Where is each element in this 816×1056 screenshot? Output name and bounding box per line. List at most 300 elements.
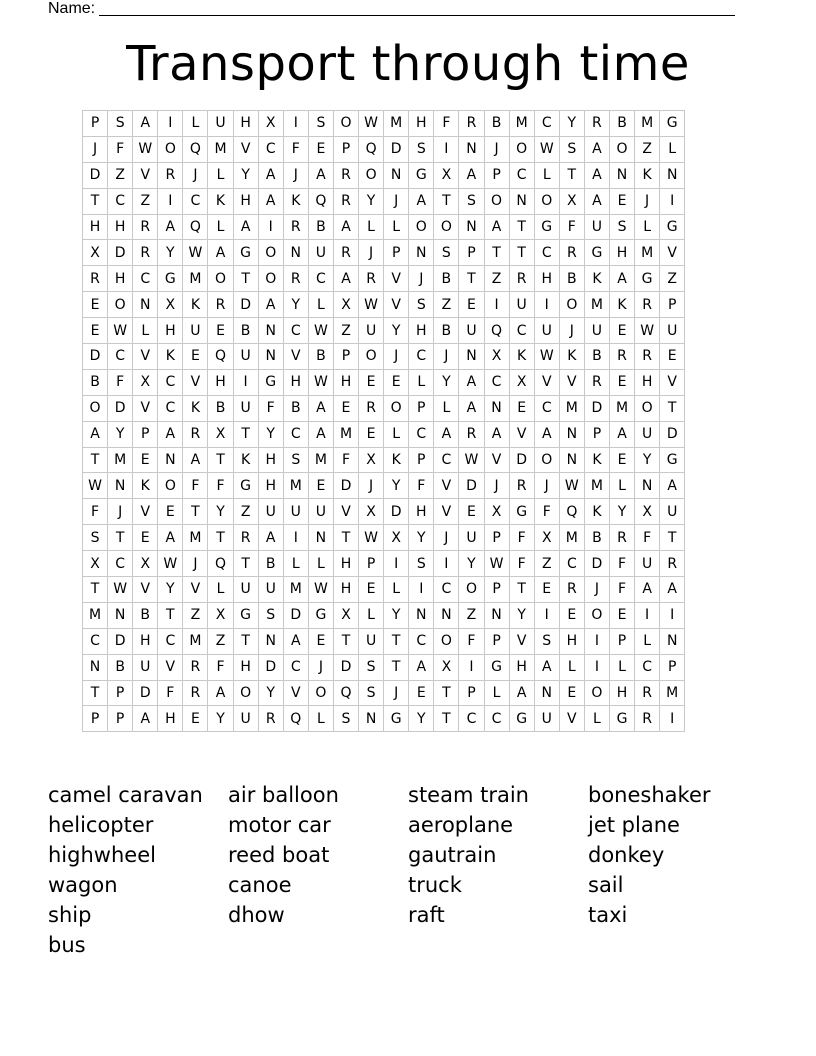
grid-cell[interactable]: E [308, 473, 333, 499]
grid-cell[interactable]: I [283, 525, 308, 551]
grid-cell[interactable]: V [333, 499, 358, 525]
grid-cell[interactable]: W [559, 473, 584, 499]
grid-cell[interactable]: W [308, 369, 333, 395]
grid-cell[interactable]: J [83, 136, 108, 162]
grid-cell[interactable]: E [83, 292, 108, 318]
grid-cell[interactable]: Y [459, 551, 484, 577]
grid-cell[interactable]: R [509, 473, 534, 499]
grid-cell[interactable]: Z [233, 499, 258, 525]
grid-cell[interactable]: Z [635, 136, 660, 162]
grid-cell[interactable]: C [509, 318, 534, 344]
grid-cell[interactable]: S [459, 188, 484, 214]
grid-cell[interactable]: K [208, 188, 233, 214]
grid-cell[interactable]: O [584, 602, 609, 628]
grid-cell[interactable]: X [158, 292, 183, 318]
grid-cell[interactable]: F [509, 551, 534, 577]
grid-cell[interactable]: E [459, 499, 484, 525]
grid-cell[interactable]: U [534, 706, 559, 732]
grid-cell[interactable]: P [660, 654, 685, 680]
grid-cell[interactable]: D [333, 654, 358, 680]
grid-cell[interactable]: W [635, 318, 660, 344]
grid-cell[interactable]: F [158, 680, 183, 706]
grid-cell[interactable]: R [158, 162, 183, 188]
grid-cell[interactable]: T [509, 240, 534, 266]
grid-cell[interactable]: Y [635, 447, 660, 473]
grid-cell[interactable]: A [333, 266, 358, 292]
grid-cell[interactable]: B [584, 525, 609, 551]
grid-cell[interactable]: G [660, 111, 685, 137]
grid-cell[interactable]: E [384, 369, 409, 395]
grid-cell[interactable]: E [333, 395, 358, 421]
grid-cell[interactable]: U [308, 240, 333, 266]
grid-cell[interactable]: E [359, 577, 384, 603]
grid-cell[interactable]: R [183, 654, 208, 680]
grid-cell[interactable]: R [635, 344, 660, 370]
grid-cell[interactable]: A [509, 680, 534, 706]
grid-cell[interactable]: O [83, 395, 108, 421]
grid-cell[interactable]: P [484, 628, 509, 654]
grid-cell[interactable]: A [635, 577, 660, 603]
grid-cell[interactable]: T [509, 214, 534, 240]
grid-cell[interactable]: B [559, 266, 584, 292]
grid-cell[interactable]: S [534, 628, 559, 654]
grid-cell[interactable]: J [559, 318, 584, 344]
grid-cell[interactable]: Q [308, 188, 333, 214]
grid-cell[interactable]: X [559, 188, 584, 214]
grid-cell[interactable]: E [308, 136, 333, 162]
grid-cell[interactable]: B [283, 395, 308, 421]
grid-cell[interactable]: J [635, 188, 660, 214]
grid-cell[interactable]: L [660, 136, 685, 162]
grid-cell[interactable]: X [83, 240, 108, 266]
grid-cell[interactable]: P [459, 680, 484, 706]
grid-cell[interactable]: C [434, 447, 459, 473]
grid-cell[interactable]: N [559, 447, 584, 473]
grid-cell[interactable]: J [484, 136, 509, 162]
grid-cell[interactable]: L [559, 654, 584, 680]
grid-cell[interactable]: C [534, 111, 559, 137]
grid-cell[interactable]: S [308, 111, 333, 137]
grid-cell[interactable]: C [283, 318, 308, 344]
grid-cell[interactable]: K [183, 292, 208, 318]
grid-cell[interactable]: D [384, 499, 409, 525]
grid-cell[interactable]: V [559, 706, 584, 732]
grid-cell[interactable]: R [208, 292, 233, 318]
grid-cell[interactable]: A [534, 654, 559, 680]
grid-cell[interactable]: E [459, 292, 484, 318]
grid-cell[interactable]: T [83, 188, 108, 214]
grid-cell[interactable]: O [384, 395, 409, 421]
grid-cell[interactable]: V [283, 344, 308, 370]
grid-cell[interactable]: E [509, 395, 534, 421]
grid-cell[interactable]: I [660, 188, 685, 214]
grid-cell[interactable]: J [584, 577, 609, 603]
grid-cell[interactable]: Q [333, 680, 358, 706]
grid-cell[interactable]: D [83, 162, 108, 188]
grid-cell[interactable]: E [83, 318, 108, 344]
grid-cell[interactable]: M [584, 292, 609, 318]
grid-cell[interactable]: O [258, 240, 283, 266]
grid-cell[interactable]: O [434, 628, 459, 654]
grid-cell[interactable]: S [333, 706, 358, 732]
grid-cell[interactable]: C [434, 577, 459, 603]
grid-cell[interactable]: T [233, 421, 258, 447]
grid-cell[interactable]: A [484, 421, 509, 447]
grid-cell[interactable]: B [609, 111, 634, 137]
grid-cell[interactable]: H [283, 369, 308, 395]
grid-cell[interactable]: Y [384, 318, 409, 344]
grid-cell[interactable]: N [609, 162, 634, 188]
grid-cell[interactable]: H [258, 447, 283, 473]
grid-cell[interactable]: W [158, 551, 183, 577]
grid-cell[interactable]: U [459, 525, 484, 551]
grid-cell[interactable]: R [359, 395, 384, 421]
grid-cell[interactable]: A [308, 395, 333, 421]
grid-cell[interactable]: L [208, 214, 233, 240]
grid-cell[interactable]: A [434, 421, 459, 447]
grid-cell[interactable]: B [83, 369, 108, 395]
grid-cell[interactable]: J [384, 680, 409, 706]
grid-cell[interactable]: R [584, 369, 609, 395]
grid-cell[interactable]: N [258, 318, 283, 344]
grid-cell[interactable]: B [584, 344, 609, 370]
grid-cell[interactable]: U [183, 318, 208, 344]
grid-cell[interactable]: D [509, 447, 534, 473]
grid-cell[interactable]: R [283, 266, 308, 292]
grid-cell[interactable]: U [233, 395, 258, 421]
grid-cell[interactable]: H [258, 473, 283, 499]
grid-cell[interactable]: F [409, 473, 434, 499]
grid-cell[interactable]: A [584, 162, 609, 188]
grid-cell[interactable]: K [133, 473, 158, 499]
grid-cell[interactable]: Y [409, 525, 434, 551]
grid-cell[interactable]: Y [283, 292, 308, 318]
grid-cell[interactable]: F [635, 525, 660, 551]
grid-cell[interactable]: V [183, 577, 208, 603]
grid-cell[interactable]: E [208, 318, 233, 344]
grid-cell[interactable]: H [333, 369, 358, 395]
grid-cell[interactable]: U [233, 577, 258, 603]
grid-cell[interactable]: K [635, 162, 660, 188]
grid-cell[interactable]: N [409, 240, 434, 266]
grid-cell[interactable]: P [609, 628, 634, 654]
grid-cell[interactable]: P [83, 706, 108, 732]
grid-cell[interactable]: R [183, 421, 208, 447]
grid-cell[interactable]: A [208, 680, 233, 706]
grid-cell[interactable]: G [484, 654, 509, 680]
grid-cell[interactable]: E [183, 344, 208, 370]
grid-cell[interactable]: T [459, 266, 484, 292]
grid-cell[interactable]: N [635, 473, 660, 499]
grid-cell[interactable]: V [509, 628, 534, 654]
grid-cell[interactable]: U [133, 654, 158, 680]
grid-cell[interactable]: N [660, 162, 685, 188]
grid-cell[interactable]: W [83, 473, 108, 499]
grid-cell[interactable]: C [459, 706, 484, 732]
grid-cell[interactable]: A [534, 421, 559, 447]
grid-cell[interactable]: S [359, 654, 384, 680]
grid-cell[interactable]: V [484, 447, 509, 473]
grid-cell[interactable]: A [459, 369, 484, 395]
grid-cell[interactable]: B [133, 602, 158, 628]
grid-cell[interactable]: S [409, 292, 434, 318]
grid-cell[interactable]: L [635, 214, 660, 240]
grid-cell[interactable]: W [484, 551, 509, 577]
grid-cell[interactable]: Y [108, 421, 133, 447]
grid-cell[interactable]: T [434, 188, 459, 214]
grid-cell[interactable]: I [409, 577, 434, 603]
grid-cell[interactable]: J [384, 344, 409, 370]
grid-cell[interactable]: L [308, 551, 333, 577]
grid-cell[interactable]: V [384, 266, 409, 292]
grid-cell[interactable]: T [559, 162, 584, 188]
grid-cell[interactable]: R [635, 680, 660, 706]
grid-cell[interactable]: A [409, 654, 434, 680]
grid-cell[interactable]: M [559, 395, 584, 421]
grid-cell[interactable]: B [434, 318, 459, 344]
grid-cell[interactable]: T [384, 628, 409, 654]
grid-cell[interactable]: B [434, 266, 459, 292]
grid-cell[interactable]: P [108, 706, 133, 732]
grid-cell[interactable]: N [434, 602, 459, 628]
grid-cell[interactable]: L [359, 214, 384, 240]
grid-cell[interactable]: E [183, 706, 208, 732]
grid-cell[interactable]: T [83, 680, 108, 706]
grid-cell[interactable]: U [459, 318, 484, 344]
grid-cell[interactable]: L [308, 292, 333, 318]
grid-cell[interactable]: J [183, 551, 208, 577]
name-field[interactable] [48, 0, 735, 18]
grid-cell[interactable]: A [258, 188, 283, 214]
grid-cell[interactable]: N [83, 654, 108, 680]
grid-cell[interactable]: V [133, 499, 158, 525]
grid-cell[interactable]: E [409, 680, 434, 706]
grid-cell[interactable]: L [359, 602, 384, 628]
grid-cell[interactable]: C [158, 395, 183, 421]
grid-cell[interactable]: J [434, 525, 459, 551]
grid-cell[interactable]: R [133, 214, 158, 240]
grid-cell[interactable]: Y [384, 602, 409, 628]
grid-cell[interactable]: D [584, 395, 609, 421]
grid-cell[interactable]: A [133, 111, 158, 137]
grid-cell[interactable]: M [635, 111, 660, 137]
grid-cell[interactable]: B [108, 654, 133, 680]
grid-cell[interactable]: H [609, 680, 634, 706]
grid-cell[interactable]: F [333, 447, 358, 473]
grid-cell[interactable]: A [183, 447, 208, 473]
grid-cell[interactable]: I [660, 602, 685, 628]
grid-cell[interactable]: D [133, 680, 158, 706]
grid-cell[interactable]: L [384, 577, 409, 603]
grid-cell[interactable]: Y [609, 499, 634, 525]
grid-cell[interactable]: K [283, 188, 308, 214]
grid-cell[interactable]: I [660, 706, 685, 732]
grid-cell[interactable]: H [83, 214, 108, 240]
grid-cell[interactable]: F [258, 395, 283, 421]
grid-cell[interactable]: M [660, 680, 685, 706]
grid-cell[interactable]: V [559, 369, 584, 395]
grid-cell[interactable]: C [183, 188, 208, 214]
grid-cell[interactable]: A [333, 214, 358, 240]
grid-cell[interactable]: I [258, 214, 283, 240]
grid-cell[interactable]: E [133, 447, 158, 473]
grid-cell[interactable]: B [258, 551, 283, 577]
grid-cell[interactable]: M [635, 240, 660, 266]
grid-cell[interactable]: V [660, 240, 685, 266]
grid-cell[interactable]: P [108, 680, 133, 706]
grid-cell[interactable]: S [609, 214, 634, 240]
grid-cell[interactable]: Z [183, 602, 208, 628]
grid-cell[interactable]: I [534, 292, 559, 318]
grid-cell[interactable]: O [359, 344, 384, 370]
grid-cell[interactable]: N [258, 628, 283, 654]
grid-cell[interactable]: K [233, 447, 258, 473]
grid-cell[interactable]: N [359, 706, 384, 732]
grid-cell[interactable]: V [434, 473, 459, 499]
grid-cell[interactable]: M [283, 577, 308, 603]
grid-cell[interactable]: F [108, 136, 133, 162]
grid-cell[interactable]: N [459, 344, 484, 370]
grid-cell[interactable]: X [635, 499, 660, 525]
grid-cell[interactable]: M [609, 395, 634, 421]
grid-cell[interactable]: D [584, 551, 609, 577]
grid-cell[interactable]: C [283, 654, 308, 680]
grid-cell[interactable]: X [359, 447, 384, 473]
grid-cell[interactable]: A [258, 292, 283, 318]
grid-cell[interactable]: N [384, 162, 409, 188]
grid-cell[interactable]: G [233, 473, 258, 499]
grid-cell[interactable]: X [384, 525, 409, 551]
grid-cell[interactable]: W [108, 577, 133, 603]
grid-cell[interactable]: E [559, 680, 584, 706]
grid-cell[interactable]: C [308, 266, 333, 292]
grid-cell[interactable]: K [509, 344, 534, 370]
grid-cell[interactable]: E [609, 447, 634, 473]
grid-cell[interactable]: P [484, 525, 509, 551]
grid-cell[interactable]: H [333, 551, 358, 577]
grid-cell[interactable]: Z [660, 266, 685, 292]
grid-cell[interactable]: N [409, 602, 434, 628]
grid-cell[interactable]: O [559, 292, 584, 318]
grid-cell[interactable]: U [584, 318, 609, 344]
grid-cell[interactable]: F [609, 577, 634, 603]
grid-cell[interactable]: U [258, 499, 283, 525]
grid-cell[interactable]: V [183, 369, 208, 395]
grid-cell[interactable]: H [409, 499, 434, 525]
grid-cell[interactable]: X [333, 602, 358, 628]
grid-cell[interactable]: M [509, 111, 534, 137]
grid-cell[interactable]: H [609, 240, 634, 266]
grid-cell[interactable]: O [534, 188, 559, 214]
grid-cell[interactable]: T [333, 525, 358, 551]
grid-cell[interactable]: U [258, 577, 283, 603]
grid-cell[interactable]: V [133, 577, 158, 603]
grid-cell[interactable]: E [133, 525, 158, 551]
grid-cell[interactable]: O [359, 162, 384, 188]
grid-cell[interactable]: D [108, 395, 133, 421]
grid-cell[interactable]: R [584, 111, 609, 137]
grid-cell[interactable]: Q [359, 136, 384, 162]
grid-cell[interactable]: H [509, 654, 534, 680]
grid-cell[interactable]: A [609, 266, 634, 292]
grid-cell[interactable]: D [258, 654, 283, 680]
grid-cell[interactable]: T [434, 680, 459, 706]
grid-cell[interactable]: W [534, 136, 559, 162]
grid-cell[interactable]: L [584, 706, 609, 732]
grid-cell[interactable]: D [283, 602, 308, 628]
grid-cell[interactable]: X [509, 369, 534, 395]
grid-cell[interactable]: K [584, 447, 609, 473]
grid-cell[interactable]: C [509, 162, 534, 188]
grid-cell[interactable]: S [434, 240, 459, 266]
grid-cell[interactable]: T [108, 525, 133, 551]
grid-cell[interactable]: D [384, 136, 409, 162]
grid-cell[interactable]: O [584, 680, 609, 706]
grid-cell[interactable]: V [133, 344, 158, 370]
grid-cell[interactable]: G [660, 214, 685, 240]
grid-cell[interactable]: Y [258, 421, 283, 447]
grid-cell[interactable]: O [158, 473, 183, 499]
grid-cell[interactable]: I [534, 602, 559, 628]
grid-cell[interactable]: G [584, 240, 609, 266]
grid-cell[interactable]: C [409, 344, 434, 370]
grid-cell[interactable]: H [208, 369, 233, 395]
grid-cell[interactable]: E [609, 602, 634, 628]
grid-cell[interactable]: D [459, 473, 484, 499]
grid-cell[interactable]: S [409, 136, 434, 162]
grid-cell[interactable]: E [609, 188, 634, 214]
grid-cell[interactable]: H [409, 318, 434, 344]
grid-cell[interactable]: B [233, 318, 258, 344]
grid-cell[interactable]: D [83, 344, 108, 370]
grid-cell[interactable]: L [434, 395, 459, 421]
grid-cell[interactable]: J [484, 473, 509, 499]
grid-cell[interactable]: T [434, 706, 459, 732]
grid-cell[interactable]: X [133, 551, 158, 577]
grid-cell[interactable]: W [308, 318, 333, 344]
grid-cell[interactable]: V [534, 369, 559, 395]
grid-cell[interactable]: A [584, 188, 609, 214]
grid-cell[interactable]: D [108, 628, 133, 654]
grid-cell[interactable]: C [409, 421, 434, 447]
grid-cell[interactable]: V [158, 654, 183, 680]
grid-cell[interactable]: L [384, 421, 409, 447]
grid-cell[interactable]: C [108, 188, 133, 214]
grid-cell[interactable]: Q [283, 706, 308, 732]
grid-cell[interactable]: R [233, 525, 258, 551]
grid-cell[interactable]: Y [384, 473, 409, 499]
grid-cell[interactable]: T [208, 525, 233, 551]
grid-cell[interactable]: R [183, 680, 208, 706]
grid-cell[interactable]: P [83, 111, 108, 137]
grid-cell[interactable]: P [133, 421, 158, 447]
grid-cell[interactable]: I [158, 111, 183, 137]
grid-cell[interactable]: R [333, 188, 358, 214]
grid-cell[interactable]: N [108, 473, 133, 499]
grid-cell[interactable]: O [534, 447, 559, 473]
grid-cell[interactable]: T [233, 551, 258, 577]
grid-cell[interactable]: C [158, 369, 183, 395]
grid-cell[interactable]: I [434, 136, 459, 162]
grid-cell[interactable]: Y [208, 706, 233, 732]
grid-cell[interactable]: I [635, 602, 660, 628]
grid-cell[interactable]: U [233, 344, 258, 370]
grid-cell[interactable]: P [384, 240, 409, 266]
grid-cell[interactable]: K [183, 395, 208, 421]
grid-cell[interactable]: C [409, 628, 434, 654]
grid-cell[interactable]: Y [233, 162, 258, 188]
grid-cell[interactable]: O [409, 214, 434, 240]
